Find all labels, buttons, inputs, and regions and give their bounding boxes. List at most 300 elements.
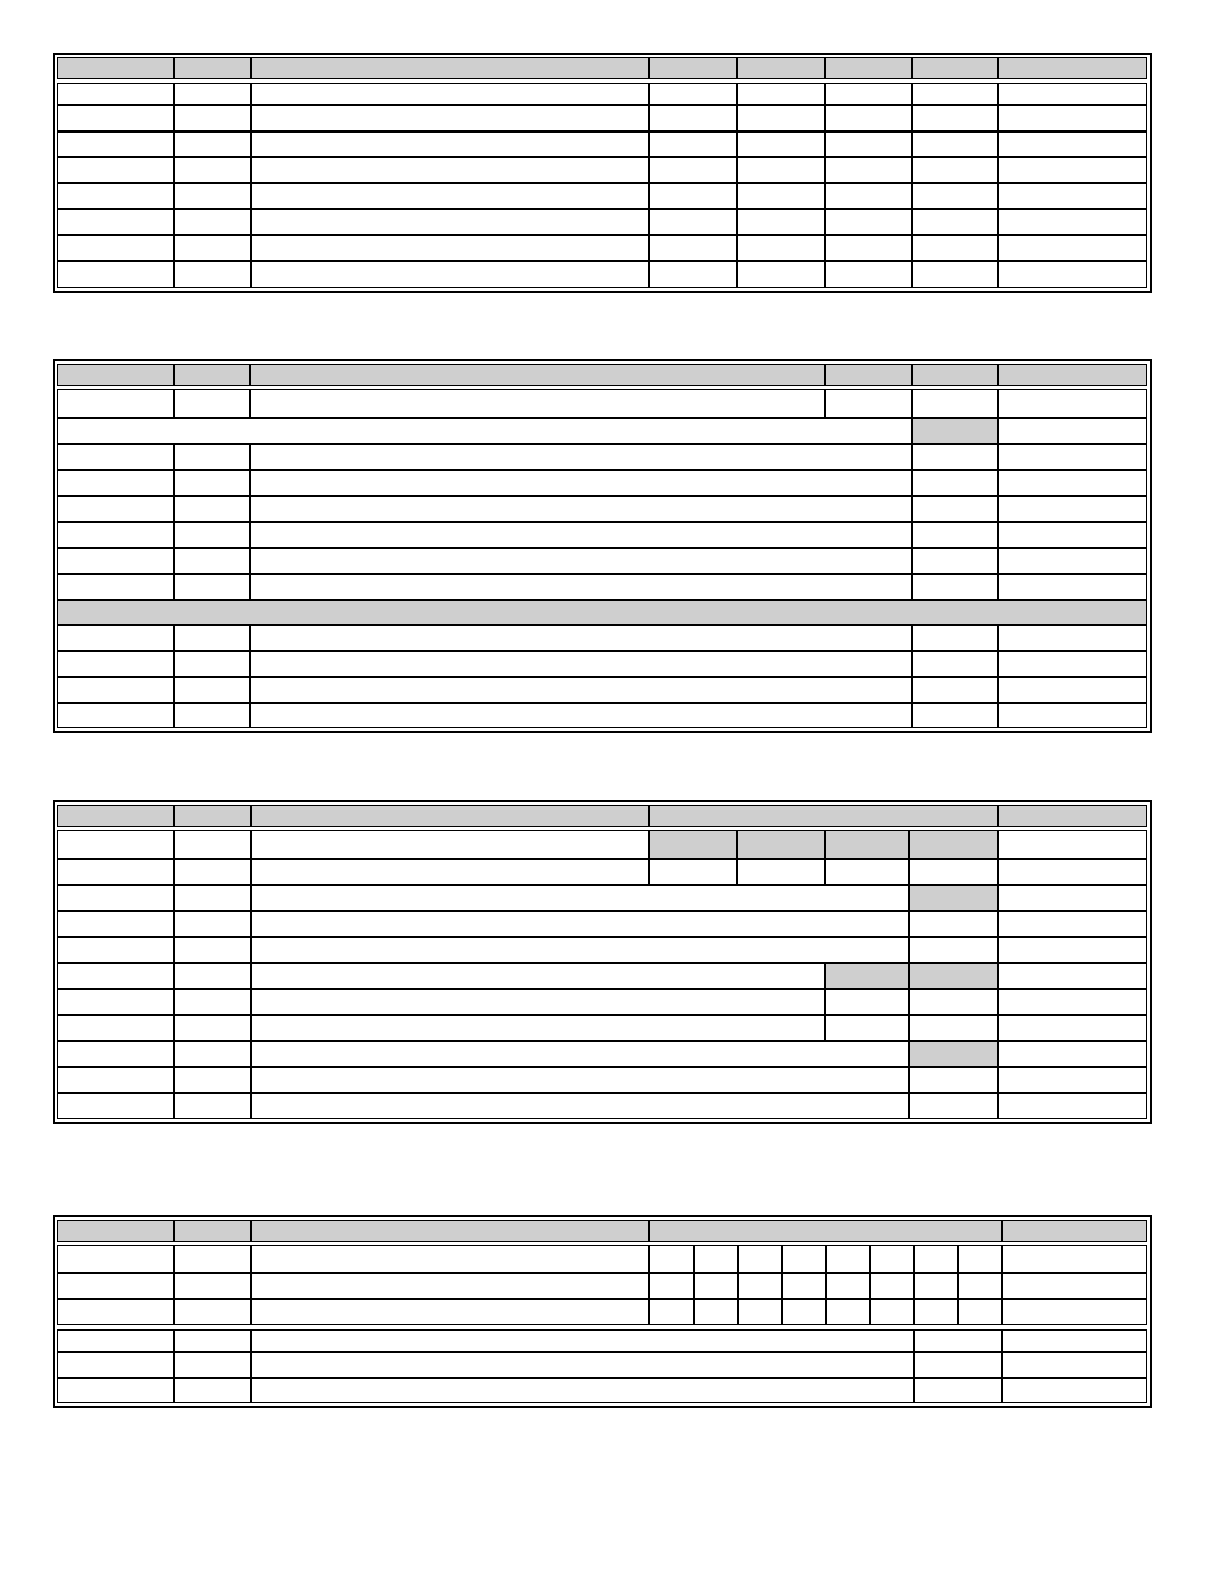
- entry-cell[interactable]: [912, 209, 998, 235]
- entry-cell[interactable]: [914, 1245, 958, 1273]
- entry-cell[interactable]: [998, 235, 1147, 261]
- entry-cell[interactable]: [649, 131, 737, 157]
- entry-cell[interactable]: [174, 859, 251, 885]
- table-header-row: [57, 364, 1148, 386]
- entry-cell[interactable]: [826, 1273, 870, 1299]
- entry-cell[interactable]: [251, 830, 649, 859]
- entry-cell[interactable]: [174, 703, 250, 728]
- entry-cell[interactable]: [825, 859, 909, 885]
- entry-cell[interactable]: [174, 651, 250, 677]
- entry-cell[interactable]: [998, 911, 1147, 937]
- entry-cell[interactable]: [914, 1378, 1002, 1403]
- entry-cell[interactable]: [737, 209, 825, 235]
- entry-cell[interactable]: [870, 1245, 914, 1273]
- table-3: [53, 800, 1152, 1124]
- entry-cell[interactable]: [250, 548, 912, 574]
- entry-cell[interactable]: [1002, 1329, 1147, 1352]
- entry-cell[interactable]: [998, 885, 1147, 911]
- entry-cell[interactable]: [251, 1378, 914, 1403]
- entry-cell[interactable]: [174, 105, 251, 131]
- entry-cell[interactable]: [912, 131, 998, 157]
- entry-cell[interactable]: [251, 209, 649, 235]
- entry-cell[interactable]: [174, 830, 251, 859]
- entry-cell[interactable]: [251, 937, 909, 963]
- table-row: [57, 131, 1148, 157]
- entry-cell[interactable]: [57, 651, 174, 677]
- entry-cell[interactable]: [912, 625, 998, 651]
- entry-cell[interactable]: [909, 1093, 998, 1119]
- entry-cell[interactable]: [998, 859, 1147, 885]
- shaded-cell: [649, 830, 737, 859]
- entry-cell[interactable]: [998, 157, 1147, 183]
- entry-cell[interactable]: [174, 209, 251, 235]
- entry-cell[interactable]: [251, 1015, 825, 1041]
- header-cell: [57, 57, 174, 79]
- entry-cell[interactable]: [57, 261, 174, 288]
- entry-cell[interactable]: [738, 1273, 782, 1299]
- table-row: [57, 1245, 1148, 1273]
- entry-cell[interactable]: [958, 1245, 1002, 1273]
- entry-cell[interactable]: [57, 1329, 174, 1352]
- entry-cell[interactable]: [998, 470, 1147, 496]
- entry-cell[interactable]: [251, 1352, 914, 1378]
- entry-cell[interactable]: [909, 989, 998, 1015]
- entry-cell[interactable]: [174, 1093, 251, 1119]
- header-cell: [825, 364, 912, 386]
- entry-cell[interactable]: [1002, 1245, 1147, 1273]
- header-cell: [649, 805, 998, 827]
- entry-cell[interactable]: [998, 522, 1147, 548]
- table-row: [57, 157, 1148, 183]
- table-row: [57, 911, 1148, 937]
- entry-cell[interactable]: [649, 183, 737, 209]
- entry-cell[interactable]: [251, 885, 909, 911]
- entry-cell[interactable]: [174, 522, 250, 548]
- table-row: [57, 261, 1148, 288]
- entry-cell[interactable]: [251, 1329, 914, 1352]
- entry-cell[interactable]: [251, 1245, 649, 1273]
- entry-cell[interactable]: [998, 937, 1147, 963]
- entry-cell[interactable]: [57, 209, 174, 235]
- entry-cell[interactable]: [57, 989, 174, 1015]
- entry-cell[interactable]: [250, 470, 912, 496]
- entry-cell[interactable]: [57, 131, 174, 157]
- entry-cell[interactable]: [998, 261, 1147, 288]
- table-row: [57, 522, 1148, 548]
- entry-cell[interactable]: [57, 937, 174, 963]
- table-row: [57, 1067, 1148, 1093]
- entry-cell[interactable]: [57, 496, 174, 522]
- entry-cell[interactable]: [998, 1067, 1147, 1093]
- table-header-row: [57, 1220, 1148, 1242]
- entry-cell[interactable]: [912, 157, 998, 183]
- shaded-cell: [825, 963, 909, 989]
- entry-cell[interactable]: [250, 677, 912, 703]
- section-header-row: [57, 600, 1148, 625]
- table-row: [57, 651, 1148, 677]
- entry-cell[interactable]: [912, 677, 998, 703]
- entry-cell[interactable]: [57, 105, 174, 131]
- entry-cell[interactable]: [825, 131, 912, 157]
- table-row: [57, 1093, 1148, 1119]
- section-label: [57, 600, 1147, 625]
- entry-cell[interactable]: [998, 830, 1147, 859]
- entry-cell[interactable]: [174, 83, 251, 105]
- entry-cell[interactable]: [958, 1273, 1002, 1299]
- table-row: [57, 496, 1148, 522]
- header-cell: [57, 364, 174, 386]
- entry-cell[interactable]: [998, 963, 1147, 989]
- table-row: [57, 989, 1148, 1015]
- entry-cell[interactable]: [57, 1299, 174, 1325]
- entry-cell[interactable]: [694, 1245, 738, 1273]
- entry-cell[interactable]: [174, 1329, 251, 1352]
- entry-cell[interactable]: [998, 183, 1147, 209]
- table-row: [57, 1299, 1148, 1325]
- header-cell: [174, 805, 251, 827]
- entry-cell[interactable]: [738, 1299, 782, 1325]
- entry-cell[interactable]: [912, 548, 998, 574]
- entry-cell[interactable]: [174, 1245, 251, 1273]
- entry-cell[interactable]: [57, 235, 174, 261]
- entry-cell[interactable]: [174, 1067, 251, 1093]
- entry-cell[interactable]: [57, 963, 174, 989]
- entry-cell[interactable]: [174, 937, 251, 963]
- table-row: [57, 105, 1148, 131]
- table-row: [57, 859, 1148, 885]
- entry-cell[interactable]: [737, 183, 825, 209]
- entry-cell[interactable]: [998, 83, 1147, 105]
- entry-cell[interactable]: [174, 1041, 251, 1067]
- entry-cell[interactable]: [782, 1245, 826, 1273]
- entry-cell[interactable]: [825, 157, 912, 183]
- entry-cell[interactable]: [174, 496, 250, 522]
- entry-cell[interactable]: [57, 574, 174, 600]
- entry-cell[interactable]: [251, 989, 825, 1015]
- entry-cell[interactable]: [251, 1067, 909, 1093]
- header-cell: [174, 364, 250, 386]
- entry-cell[interactable]: [909, 937, 998, 963]
- entry-cell[interactable]: [998, 574, 1147, 600]
- table-row: [57, 937, 1148, 963]
- entry-cell[interactable]: [649, 157, 737, 183]
- table-row: [57, 885, 1148, 911]
- entry-cell[interactable]: [57, 444, 174, 470]
- entry-cell[interactable]: [649, 859, 737, 885]
- entry-cell[interactable]: [57, 1352, 174, 1378]
- entry-cell[interactable]: [998, 548, 1147, 574]
- entry-cell[interactable]: [251, 105, 649, 131]
- entry-cell[interactable]: [998, 677, 1147, 703]
- table-row: [57, 83, 1148, 105]
- table-row: [57, 1273, 1148, 1299]
- entry-cell[interactable]: [174, 389, 250, 418]
- entry-cell[interactable]: [998, 105, 1147, 131]
- entry-cell[interactable]: [57, 1067, 174, 1093]
- entry-cell[interactable]: [912, 83, 998, 105]
- entry-cell[interactable]: [174, 989, 251, 1015]
- entry-cell[interactable]: [998, 703, 1147, 728]
- entry-cell[interactable]: [1002, 1273, 1147, 1299]
- entry-cell[interactable]: [909, 859, 998, 885]
- entry-cell[interactable]: [57, 859, 174, 885]
- entry-cell[interactable]: [174, 548, 250, 574]
- entry-cell[interactable]: [737, 157, 825, 183]
- header-cell: [251, 805, 649, 827]
- header-cell: [998, 805, 1147, 827]
- header-cell: [251, 1220, 649, 1242]
- table-row: [57, 625, 1148, 651]
- entry-cell[interactable]: [998, 989, 1147, 1015]
- header-cell: [649, 1220, 1002, 1242]
- entry-cell[interactable]: [782, 1273, 826, 1299]
- entry-cell[interactable]: [174, 261, 251, 288]
- header-cell: [57, 1220, 174, 1242]
- entry-cell[interactable]: [174, 235, 251, 261]
- entry-cell[interactable]: [958, 1299, 1002, 1325]
- entry-cell[interactable]: [737, 105, 825, 131]
- entry-cell[interactable]: [57, 677, 174, 703]
- entry-cell[interactable]: [694, 1299, 738, 1325]
- entry-cell[interactable]: [912, 389, 998, 418]
- entry-cell[interactable]: [1002, 1299, 1147, 1325]
- entry-cell[interactable]: [998, 496, 1147, 522]
- entry-cell[interactable]: [57, 1041, 174, 1067]
- entry-cell[interactable]: [250, 703, 912, 728]
- entry-cell[interactable]: [251, 157, 649, 183]
- entry-cell[interactable]: [174, 625, 250, 651]
- entry-cell[interactable]: [912, 470, 998, 496]
- entry-cell[interactable]: [912, 444, 998, 470]
- table-row: [57, 574, 1148, 600]
- entry-cell[interactable]: [251, 183, 649, 209]
- table-row: [57, 677, 1148, 703]
- entry-cell[interactable]: [57, 522, 174, 548]
- entry-cell[interactable]: [694, 1273, 738, 1299]
- entry-cell[interactable]: [998, 444, 1147, 470]
- entry-cell[interactable]: [57, 1378, 174, 1403]
- entry-cell[interactable]: [251, 1273, 649, 1299]
- header-cell: [57, 805, 174, 827]
- entry-cell[interactable]: [57, 470, 174, 496]
- entry-cell[interactable]: [57, 625, 174, 651]
- entry-cell[interactable]: [912, 235, 998, 261]
- entry-cell[interactable]: [649, 1299, 694, 1325]
- entry-cell[interactable]: [174, 1352, 251, 1378]
- entry-cell[interactable]: [825, 389, 912, 418]
- entry-cell[interactable]: [826, 1245, 870, 1273]
- entry-cell[interactable]: [998, 418, 1147, 444]
- entry-cell[interactable]: [251, 1041, 909, 1067]
- table-row: [57, 1329, 1148, 1352]
- entry-cell[interactable]: [998, 1093, 1147, 1119]
- entry-cell[interactable]: [998, 1041, 1147, 1067]
- entry-cell[interactable]: [825, 83, 912, 105]
- header-cell: [912, 364, 998, 386]
- entry-cell[interactable]: [825, 183, 912, 209]
- entry-cell[interactable]: [250, 444, 912, 470]
- entry-cell[interactable]: [912, 703, 998, 728]
- entry-cell[interactable]: [912, 574, 998, 600]
- entry-cell[interactable]: [649, 1245, 694, 1273]
- table-row: [57, 183, 1148, 209]
- shaded-cell: [909, 830, 998, 859]
- entry-cell[interactable]: [57, 1093, 174, 1119]
- table-row: [57, 963, 1148, 989]
- entry-cell[interactable]: [825, 209, 912, 235]
- entry-cell[interactable]: [782, 1299, 826, 1325]
- entry-cell[interactable]: [912, 105, 998, 131]
- entry-cell[interactable]: [174, 157, 251, 183]
- header-cell: [998, 57, 1147, 79]
- entry-cell[interactable]: [912, 261, 998, 288]
- entry-cell[interactable]: [174, 1015, 251, 1041]
- entry-cell[interactable]: [738, 1245, 782, 1273]
- entry-cell[interactable]: [649, 83, 737, 105]
- header-cell: [1002, 1220, 1147, 1242]
- entry-cell[interactable]: [251, 911, 909, 937]
- entry-cell[interactable]: [174, 183, 251, 209]
- header-cell: [174, 57, 251, 79]
- entry-cell[interactable]: [998, 651, 1147, 677]
- entry-cell[interactable]: [174, 574, 250, 600]
- header-cell: [251, 57, 649, 79]
- header-cell: [649, 57, 737, 79]
- entry-cell[interactable]: [825, 235, 912, 261]
- entry-cell[interactable]: [174, 1273, 251, 1299]
- table-row: [57, 235, 1148, 261]
- entry-cell[interactable]: [250, 574, 912, 600]
- entry-cell[interactable]: [998, 131, 1147, 157]
- shaded-cell: [909, 1041, 998, 1067]
- entry-cell[interactable]: [870, 1273, 914, 1299]
- entry-cell[interactable]: [174, 1378, 251, 1403]
- entry-cell[interactable]: [57, 703, 174, 728]
- header-cell: [250, 364, 825, 386]
- entry-cell[interactable]: [870, 1299, 914, 1325]
- entry-cell[interactable]: [251, 1093, 909, 1119]
- entry-cell[interactable]: [909, 911, 998, 937]
- entry-cell[interactable]: [909, 1067, 998, 1093]
- entry-cell[interactable]: [1002, 1352, 1147, 1378]
- entry-cell[interactable]: [174, 131, 251, 157]
- entry-cell[interactable]: [57, 1273, 174, 1299]
- entry-cell[interactable]: [912, 651, 998, 677]
- entry-cell[interactable]: [914, 1299, 958, 1325]
- entry-cell[interactable]: [174, 963, 251, 989]
- entry-cell[interactable]: [826, 1299, 870, 1325]
- entry-cell[interactable]: [998, 625, 1147, 651]
- entry-cell[interactable]: [57, 1015, 174, 1041]
- shaded-cell: [909, 963, 998, 989]
- entry-cell[interactable]: [912, 183, 998, 209]
- entry-cell[interactable]: [174, 1299, 251, 1325]
- entry-cell[interactable]: [649, 1273, 694, 1299]
- entry-cell[interactable]: [649, 105, 737, 131]
- table-2: [53, 359, 1152, 733]
- entry-cell[interactable]: [251, 859, 649, 885]
- entry-cell[interactable]: [914, 1329, 1002, 1352]
- header-cell: [174, 1220, 251, 1242]
- table-1: [53, 53, 1152, 293]
- entry-cell[interactable]: [737, 83, 825, 105]
- entry-cell[interactable]: [250, 651, 912, 677]
- entry-cell[interactable]: [649, 261, 737, 288]
- entry-cell[interactable]: [57, 830, 174, 859]
- entry-cell[interactable]: [1002, 1378, 1147, 1403]
- entry-cell[interactable]: [251, 83, 649, 105]
- entry-cell[interactable]: [251, 261, 649, 288]
- entry-cell[interactable]: [174, 470, 250, 496]
- table-row: [57, 703, 1148, 728]
- shaded-cell: [909, 885, 998, 911]
- entry-cell[interactable]: [825, 261, 912, 288]
- entry-cell[interactable]: [57, 157, 174, 183]
- entry-cell[interactable]: [57, 1245, 174, 1273]
- entry-cell[interactable]: [912, 522, 998, 548]
- header-cell: [912, 57, 998, 79]
- entry-cell[interactable]: [251, 1299, 649, 1325]
- table-4: [53, 1215, 1152, 1408]
- entry-cell[interactable]: [251, 235, 649, 261]
- entry-cell[interactable]: [825, 989, 909, 1015]
- entry-cell[interactable]: [57, 885, 174, 911]
- header-cell: [737, 57, 825, 79]
- entry-cell[interactable]: [912, 496, 998, 522]
- entry-cell[interactable]: [57, 548, 174, 574]
- entry-cell[interactable]: [998, 1015, 1147, 1041]
- shaded-cell: [825, 830, 909, 859]
- entry-cell[interactable]: [57, 418, 912, 444]
- entry-cell[interactable]: [174, 677, 250, 703]
- header-cell: [825, 57, 912, 79]
- entry-cell[interactable]: [737, 859, 825, 885]
- entry-cell[interactable]: [914, 1273, 958, 1299]
- header-cell: [998, 364, 1147, 386]
- entry-cell[interactable]: [909, 1015, 998, 1041]
- entry-cell[interactable]: [251, 963, 825, 989]
- entry-cell[interactable]: [825, 1015, 909, 1041]
- entry-cell[interactable]: [737, 131, 825, 157]
- entry-cell[interactable]: [57, 911, 174, 937]
- table-header-row: [57, 57, 1148, 79]
- entry-cell[interactable]: [737, 261, 825, 288]
- entry-cell[interactable]: [250, 496, 912, 522]
- entry-cell[interactable]: [174, 911, 251, 937]
- entry-cell[interactable]: [825, 105, 912, 131]
- table-row: [57, 418, 1148, 444]
- entry-cell[interactable]: [649, 235, 737, 261]
- entry-cell[interactable]: [998, 389, 1147, 418]
- entry-cell[interactable]: [57, 83, 174, 105]
- entry-cell[interactable]: [251, 131, 649, 157]
- table-header-row: [57, 805, 1148, 827]
- entry-cell[interactable]: [250, 389, 825, 418]
- table-row: [57, 209, 1148, 235]
- entry-cell[interactable]: [998, 209, 1147, 235]
- entry-cell[interactable]: [174, 444, 250, 470]
- entry-cell[interactable]: [57, 183, 174, 209]
- table-row: [57, 830, 1148, 859]
- entry-cell[interactable]: [250, 625, 912, 651]
- entry-cell[interactable]: [649, 209, 737, 235]
- entry-cell[interactable]: [250, 522, 912, 548]
- entry-cell[interactable]: [914, 1352, 1002, 1378]
- table-row: [57, 389, 1148, 418]
- entry-cell[interactable]: [737, 235, 825, 261]
- entry-cell[interactable]: [174, 885, 251, 911]
- entry-cell[interactable]: [57, 389, 174, 418]
